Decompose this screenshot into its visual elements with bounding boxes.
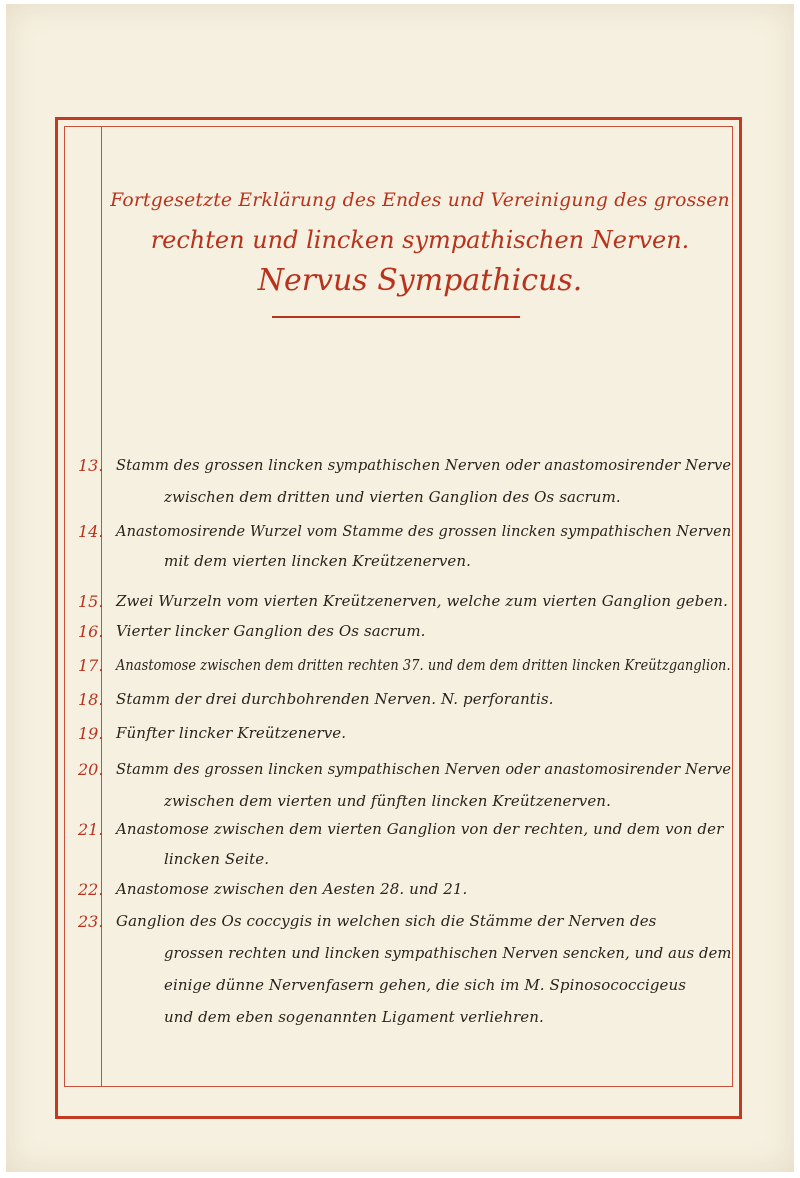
entry-number: 14. bbox=[78, 522, 104, 541]
entry-number: 20. bbox=[78, 760, 104, 779]
entry-number: 23. bbox=[78, 912, 104, 931]
entry-text: grossen rechten und lincken sympathischen Nerven sencken, und aus dem bbox=[164, 944, 732, 962]
entry-number: 13. bbox=[78, 456, 104, 475]
entry-text: Anastomosirende Wurzel vom Stamme des grossen lincken sympathischen Nerven bbox=[116, 522, 732, 540]
entry-number: 21. bbox=[78, 820, 104, 839]
entry-text: Fünfter lincker Kreützenerve. bbox=[116, 724, 347, 742]
entry-text: Stamm des grossen lincken sympathischen Nerven oder anastomosirender Nerve bbox=[116, 760, 732, 778]
entry-text: Stamm des grossen lincken sympathischen Nerven oder anastomosirender Nerve bbox=[116, 456, 732, 474]
entry-text: zwischen dem vierten und fünften lincken Kreützenerven. bbox=[164, 792, 611, 810]
entry-text: Anastomose zwischen den Aesten 28. und 21. bbox=[116, 880, 468, 898]
entry-text: zwischen dem dritten und vierten Ganglion des Os sacrum. bbox=[164, 488, 621, 506]
entry-number: 22. bbox=[78, 880, 104, 899]
heading-line-1: Fortgesetzte Erklärung des Endes und Vereinigung des grossen bbox=[110, 190, 730, 211]
entry-text: und dem eben sogenannten Ligament verliehren. bbox=[164, 1008, 544, 1026]
entry-number: 16. bbox=[78, 622, 104, 641]
entry-number: 18. bbox=[78, 690, 104, 709]
entry-text: einige dünne Nervenfasern gehen, die sich im M. Spinosococcigeus bbox=[164, 976, 687, 994]
entry-number: 15. bbox=[78, 592, 104, 611]
heading-line-2: rechten und lincken sympathischen Nerven. bbox=[150, 226, 690, 254]
entry-text: Ganglion des Os coccygis in welchen sich die Stämme der Nerven des bbox=[116, 912, 657, 930]
heading-underline bbox=[272, 316, 520, 318]
entry-text: Stamm der drei durchbohrenden Nerven. N. perforantis. bbox=[116, 690, 554, 708]
entry-text: lincken Seite. bbox=[164, 850, 270, 868]
entry-text: Zwei Wurzeln vom vierten Kreützenerven, welche zum vierten Ganglion geben. bbox=[116, 592, 728, 610]
entry-text: Vierter lincker Ganglion des Os sacrum. bbox=[116, 622, 426, 640]
entry-text: Anastomose zwischen dem dritten rechten 37. und dem dem dritten lincken Kreützganglion. bbox=[116, 656, 731, 674]
entry-number: 17. bbox=[78, 656, 104, 675]
entry-text: mit dem vierten lincken Kreützenerven. bbox=[164, 552, 472, 570]
entry-text: Anastomose zwischen dem vierten Ganglion von der rechten, und dem von der bbox=[116, 820, 724, 838]
entry-number: 19. bbox=[78, 724, 104, 743]
latin-heading: Nervus Sympathicus. bbox=[257, 263, 583, 298]
